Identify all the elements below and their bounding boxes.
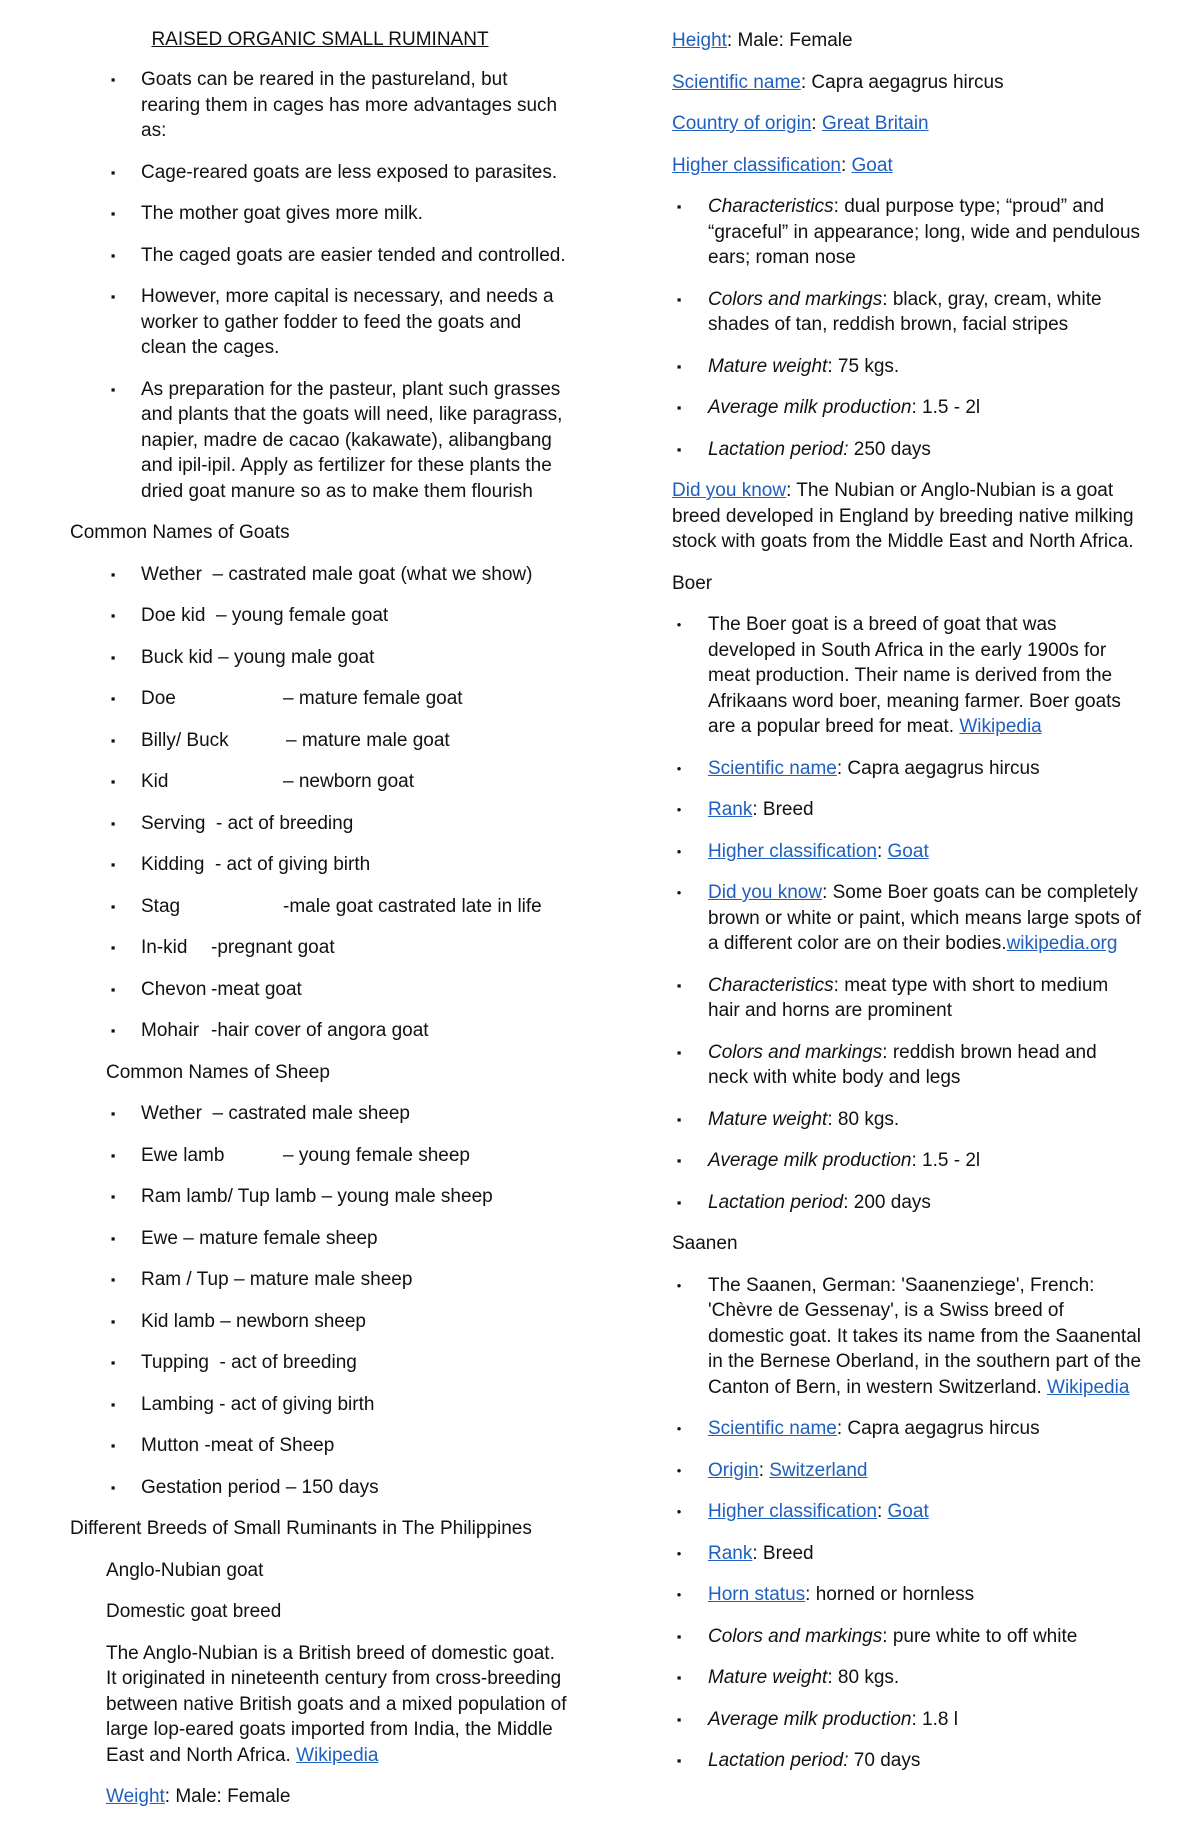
list-item: • Origin: Switzerland <box>672 1458 1142 1484</box>
list-item <box>70 977 570 1003</box>
list-item: ▪ The caged goats are easier tended and controlled. <box>70 243 570 269</box>
list-item <box>70 1350 570 1376</box>
height-link[interactable]: Height <box>672 30 727 51</box>
list-item: ▪ Characteristics: dual purpose type; “proud” and “graceful” in appearance; long, wide and pendulous ears; roman nose <box>672 194 1142 271</box>
list-item: • Higher classification: Goat <box>672 1499 1142 1525</box>
bullet-icon: • <box>676 1277 682 1293</box>
did-you-know-link[interactable]: Did you know <box>708 882 823 903</box>
list-item <box>70 769 570 795</box>
list-item: • The Saanen, German: 'Saanenziege', French: 'Chèvre de Gessenay', is a Swiss breed of domestic goat. It takes its name from the Saanental in the Bernese Oberland, in the southern part of the Canton of Bern, in western Switzerland. Wikipedia <box>672 1273 1142 1401</box>
did-you-know-paragraph: Did you know: The Nubian or Anglo-Nubian is a goat breed developed in England by breeding native milking stock with goats from the Middle East and North Africa. <box>672 480 1134 552</box>
list-item: ▪ Mature weight: 75 kgs. <box>672 354 1142 380</box>
list-item: • Higher classification: Goat <box>672 839 1142 865</box>
list-item: ▪ Lactation period: 200 days <box>672 1190 1142 1216</box>
intro-list <box>70 67 570 504</box>
bullet-icon: ▪ <box>110 608 116 623</box>
term: Kid lamb <box>141 1310 215 1332</box>
list-item: ▪ Mature weight: 80 kgs. <box>672 1665 1142 1691</box>
list-item: • Rank: Breed <box>672 797 1142 823</box>
list-item <box>70 1267 570 1293</box>
definition: - act of breeding <box>215 812 354 834</box>
definition: - act of giving birth <box>214 854 371 875</box>
list-item <box>70 1143 570 1169</box>
bullet-icon: ▪ <box>676 199 682 214</box>
bullet-icon: ▪ <box>110 1106 116 1121</box>
term: Kid <box>141 771 169 792</box>
list-item: ▪ The mother goat gives more milk. <box>70 201 570 227</box>
bullet-icon: ▪ <box>110 566 116 582</box>
list-item <box>70 603 570 629</box>
definition: – 150 days <box>285 1476 379 1498</box>
term: Ewe <box>141 1227 178 1249</box>
country-of-origin-line: Country of origin: Great Britain <box>672 113 929 134</box>
list-item: ▪ Colors and markings: pure white to off white <box>672 1624 1142 1650</box>
term: Gestation period <box>141 1476 281 1498</box>
bullet-icon: ▪ <box>110 164 116 180</box>
scientific-name-link[interactable]: Scientific name <box>708 1418 837 1439</box>
did-you-know-link[interactable]: Did you know <box>672 480 787 501</box>
bullet-icon: ▪ <box>676 441 682 457</box>
definition: -male goat castrated late in life <box>283 895 542 917</box>
bullet-icon: • <box>676 1587 682 1602</box>
bullet-icon: ▪ <box>110 981 116 997</box>
bullet-icon: ▪ <box>676 1153 682 1168</box>
list-item: ▪ Colors and markings: black, gray, cream, white shades of tan, reddish brown, facial stripes <box>672 287 1142 338</box>
horn-status-link[interactable]: Horn status <box>708 1584 806 1605</box>
document-title: RAISED ORGANIC SMALL RUMINANT <box>151 29 489 50</box>
term: Lambing <box>141 1393 214 1415</box>
goat-link[interactable]: Goat <box>851 154 893 176</box>
definition: – newborn goat <box>283 771 414 792</box>
bullet-icon: ▪ <box>676 1111 682 1127</box>
term: Doe <box>141 688 176 709</box>
left-column <box>70 28 570 1826</box>
scientific-name-link[interactable]: Scientific name <box>708 757 837 779</box>
definition: - act of breeding <box>219 1352 357 1373</box>
bullet-icon: • <box>676 760 682 776</box>
list-item: ▪ Cage-reared goats are less exposed to parasites. <box>70 160 570 186</box>
bullet-icon: ▪ <box>676 1194 682 1210</box>
list-item <box>70 1392 570 1418</box>
scientific-name-link[interactable]: Scientific name <box>672 71 801 93</box>
definition: – castrated male sheep <box>212 1103 410 1124</box>
bullet-icon: ▪ <box>110 691 116 706</box>
breed-type: Domestic goat breed <box>106 1601 282 1622</box>
bullet-icon: ▪ <box>110 1479 116 1495</box>
term: Billy/ Buck <box>141 729 229 751</box>
bullet-icon: ▪ <box>676 977 682 993</box>
breeds-heading: Different Breeds of Small Ruminants in The Philippines <box>70 1518 532 1539</box>
term: Kidding <box>141 854 205 875</box>
bullet-icon: ▪ <box>110 247 116 263</box>
list-item <box>70 935 570 961</box>
term: Stag <box>141 895 181 917</box>
switzerland-link[interactable]: Switzerland <box>769 1459 868 1481</box>
breed-description: The Anglo-Nubian is a British breed of domestic goat. It originated in nineteenth century from cross-breeding between native British goats and a mixed population of large lop-eared goats imported from India, the Middle East and North Africa. Wikipedia <box>106 1642 567 1766</box>
term: Chevon <box>141 978 207 1000</box>
definition: – young female sheep <box>283 1144 470 1166</box>
definition: -pregnant goat <box>211 937 335 958</box>
higher-classification-link[interactable]: Higher classification <box>672 154 841 176</box>
term: Ram lamb/ Tup lamb <box>141 1186 317 1207</box>
list-item <box>70 894 570 920</box>
bullet-icon: • <box>676 1462 682 1478</box>
higher-classification-link[interactable]: Higher classification <box>708 840 877 862</box>
bullet-icon: ▪ <box>110 940 116 955</box>
term: Ram / Tup <box>141 1269 229 1290</box>
list-item <box>70 562 570 588</box>
wikipedia-link[interactable]: Wikipedia <box>296 1744 379 1766</box>
anglo-nubian-section <box>70 1558 570 1810</box>
list-item <box>70 686 570 712</box>
bullet-icon: ▪ <box>110 1230 116 1246</box>
list-item: ▪ Goats can be reared in the pastureland, but rearing them in cages has more advantages such as: <box>70 67 570 144</box>
bullet-icon: ▪ <box>676 358 682 374</box>
list-item <box>70 1226 570 1252</box>
definition: – young male goat <box>218 646 375 668</box>
term: Ewe lamb <box>141 1144 225 1166</box>
bullet-icon: ▪ <box>676 1711 682 1727</box>
right-column <box>672 28 1142 1790</box>
sheep-names-list <box>70 1101 570 1500</box>
term: Mutton <box>141 1435 200 1456</box>
bullet-icon: ▪ <box>110 649 116 665</box>
bullet-icon: ▪ <box>110 1396 116 1412</box>
bullet-icon: ▪ <box>110 1438 116 1453</box>
bullet-icon: ▪ <box>676 1044 682 1060</box>
term: Serving <box>141 812 206 834</box>
term: Doe kid <box>141 605 206 626</box>
goat-names-heading: Common Names of Goats <box>70 522 290 543</box>
bullet-icon: ▪ <box>110 1272 116 1287</box>
list-item: ▪ Mature weight: 80 kgs. <box>672 1107 1142 1133</box>
anglo-traits-list <box>672 194 1142 462</box>
list-item <box>70 811 570 837</box>
definition: – newborn sheep <box>220 1310 366 1332</box>
rank-link[interactable]: Rank <box>708 1542 753 1564</box>
definition: – mature male sheep <box>233 1269 413 1290</box>
bullet-icon: ▪ <box>110 774 116 789</box>
list-item: ▪ As preparation for the pasteur, plant such grasses and plants that the goats will need, like paragrass, napier, madre de cacao (kakawate), alibangbang and ipil-ipil. Apply as fertilizer for these plants the dried goat manure so as to make them flourish <box>70 377 570 505</box>
list-item <box>70 645 570 671</box>
list-item: ▪ Average milk production: 1.5 - 2l <box>672 395 1142 421</box>
bullet-icon: • <box>676 843 682 859</box>
list-item <box>70 852 570 878</box>
list-item <box>70 728 570 754</box>
bullet-icon: ▪ <box>676 1628 682 1644</box>
goat-link[interactable]: Goat <box>887 840 929 862</box>
bullet-icon: ▪ <box>110 732 116 748</box>
bullet-icon: ▪ <box>110 1189 116 1204</box>
list-item: ▪ However, more capital is necessary, and needs a worker to gather fodder to feed the goats and clean the cages. <box>70 284 570 361</box>
definition: – mature male goat <box>286 729 450 751</box>
list-item: ▪ Lactation period: 70 days <box>672 1748 1142 1774</box>
height-line: Height: Male: Female <box>672 30 853 51</box>
saanen-list <box>672 1273 1142 1774</box>
list-item: • Rank: Breed <box>672 1541 1142 1567</box>
breed-name: Anglo-Nubian goat <box>106 1559 264 1581</box>
goat-names-list <box>70 562 570 1044</box>
bullet-icon: ▪ <box>110 815 116 831</box>
list-item: ▪ Average milk production: 1.8 l <box>672 1707 1142 1733</box>
list-item <box>70 1101 570 1127</box>
list-item: ▪ Characteristics: meat type with short to medium hair and horns are prominent <box>672 973 1142 1024</box>
list-item <box>70 1184 570 1210</box>
list-item: • Scientific name: Capra aegagrus hircus <box>672 756 1142 782</box>
list-item <box>70 1433 570 1459</box>
term: Wether <box>141 1103 202 1124</box>
definition: – mature female sheep <box>183 1227 378 1249</box>
list-item: ▪ Average milk production: 1.5 - 2l <box>672 1148 1142 1174</box>
rank-link[interactable]: Rank <box>708 799 753 820</box>
definition: -meat goat <box>211 978 302 1000</box>
definition: -meat of Sheep <box>204 1435 335 1456</box>
bullet-icon: ▪ <box>110 1147 116 1163</box>
bullet-icon: ▪ <box>110 289 116 304</box>
bullet-icon: • <box>676 1545 682 1561</box>
country-of-origin-link[interactable]: Country of origin <box>672 113 812 134</box>
bullet-icon: ▪ <box>676 1753 682 1768</box>
origin-link[interactable]: Origin <box>708 1459 759 1481</box>
definition: – young male sheep <box>321 1186 493 1207</box>
bullet-icon: ▪ <box>110 1355 116 1370</box>
bullet-icon: • <box>676 885 682 900</box>
list-item <box>70 1475 570 1501</box>
bullet-icon: • <box>676 1421 682 1436</box>
goat-link[interactable]: Goat <box>887 1501 929 1522</box>
great-britain-link[interactable]: Great Britain <box>821 113 929 134</box>
bullet-icon: ▪ <box>676 1670 682 1685</box>
wikipedia-link[interactable]: Wikipedia <box>959 716 1042 737</box>
definition: -hair cover of angora goat <box>211 1020 429 1041</box>
term: Buck kid <box>141 646 213 668</box>
wikipedia-link[interactable]: Wikipedia <box>1047 1376 1130 1398</box>
bullet-icon: ▪ <box>110 857 116 872</box>
list-item: ▪ Lactation period: 250 days <box>672 437 1142 463</box>
list-item: • Did you know: Some Boer goats can be completely brown or white or paint, which means large spots of a different color are on their bodies.wikipedia.org <box>672 880 1142 957</box>
higher-classification-line: Higher classification: Goat <box>672 154 893 176</box>
term: Tupping <box>141 1352 209 1373</box>
scientific-name-line: Scientific name: Capra aegagrus hircus <box>672 71 1004 93</box>
bullet-icon: ▪ <box>110 898 116 914</box>
sheep-names-heading: Common Names of Sheep <box>106 1061 330 1083</box>
list-item: • The Boer goat is a breed of goat that was developed in South Africa in the early 1900s for meat production. Their name is derived from the Afrikaans word boer, meaning farmer. Boer goats are a popular breed for meat. Wikipedia <box>672 612 1142 740</box>
list-item <box>70 1309 570 1335</box>
list-item <box>70 1018 570 1044</box>
list-item: • Scientific name: Capra aegagrus hircus <box>672 1416 1142 1442</box>
wikipedia-org-link[interactable]: wikipedia.org <box>1006 933 1118 954</box>
list-item: • Horn status: horned or hornless <box>672 1582 1142 1608</box>
bullet-icon: ▪ <box>110 206 116 221</box>
bullet-icon: ▪ <box>110 72 116 87</box>
term: In-kid <box>141 937 188 958</box>
weight-link[interactable]: Weight <box>106 1786 165 1807</box>
boer-heading: Boer <box>672 572 713 594</box>
weight-line: Weight: Male: Female <box>106 1786 291 1807</box>
bullet-icon: ▪ <box>110 1023 116 1038</box>
saanen-heading: Saanen <box>672 1233 738 1254</box>
bullet-icon: ▪ <box>676 291 682 307</box>
term: Wether <box>141 563 202 585</box>
definition: - act of giving birth <box>219 1393 375 1415</box>
bullet-icon: • <box>676 1504 682 1519</box>
definition: – young female goat <box>215 605 389 626</box>
definition: – mature female goat <box>283 688 463 709</box>
higher-classification-link[interactable]: Higher classification <box>708 1501 877 1522</box>
list-item: ▪ Colors and markings: reddish brown head and neck with white body and legs <box>672 1040 1142 1091</box>
bullet-icon: ▪ <box>110 1313 116 1329</box>
definition: – castrated male goat (what we show) <box>212 563 533 585</box>
bullet-icon: • <box>676 802 682 817</box>
term: Mohair <box>141 1020 200 1041</box>
boer-list <box>672 612 1142 1215</box>
bullet-icon: • <box>676 617 682 632</box>
bullet-icon: ▪ <box>676 400 682 415</box>
bullet-icon: ▪ <box>110 381 116 397</box>
